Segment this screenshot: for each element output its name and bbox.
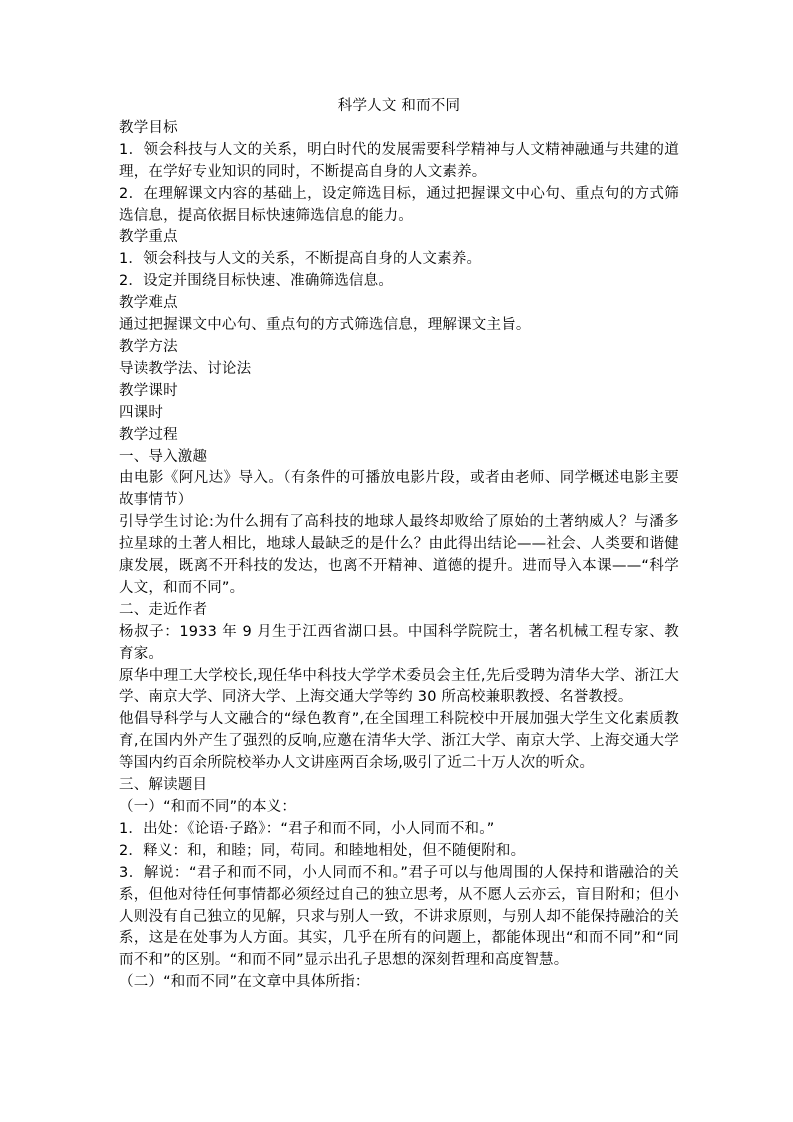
key-point-2: 2．设定并围绕目标快速、准确筛选信息。 (119, 273, 394, 290)
goal-item-2: 2．在理解课文内容的基础上，设定筛选目标，通过把握课文中心句、重点句的方式筛选信息，提高依据目标快速筛选信息的能力。 (119, 185, 679, 224)
section-heading-goals: 教学目标 (119, 119, 178, 136)
section-heading-methods: 教学方法 (119, 338, 178, 355)
document-title: 科学人文 和而不同 (337, 98, 461, 114)
subsection-original-meaning: （一）“和而不同”的本义： (119, 799, 297, 815)
section-heading-key-points: 教学重点 (119, 229, 178, 246)
document-page (119, 96, 679, 994)
difficulty-text: 通过把握课文中心句、重点句的方式筛选信息，理解课文主旨。 (119, 317, 531, 334)
intro-paragraph: 由电影《阿凡达》导入。（有条件的可播放电影片段，或者由老师、同学概述电影主要故事情节） (119, 470, 679, 509)
methods-text: 导读教学法、讨论法 (119, 360, 252, 377)
section-heading-periods: 教学课时 (119, 382, 178, 399)
goal-item-1: 1．领会科技与人文的关系，明白时代的发展需要科学精神与人文精神融通与共建的道理，在学好专业知识的同时，不断提高自身的人文素养。 (119, 141, 679, 180)
meaning-source: 1．出处：《论语·子路》：“君子和而不同，小人同而不和。” (119, 820, 495, 837)
meaning-explanation: 3．解说：“君子和而不同，小人同而不和。”君子可以与他周围的人保持和谐融洽的关系，但他对待任何事情都必须经过自己的独立思考，从不愿人云亦云，盲目附和；但小人则没有自己独立的见解，只求与别人一致，不讲求原则，与别人却不能保持融洽的关系，这是在处事为人方面。其实，几乎在所有的问题上，都能体现出“和而不同”和“同而不和”的区别。“和而不同”显示出孔子思想的深刻哲理和高度智慧。 (119, 864, 679, 969)
section-heading-process: 教学过程 (119, 426, 178, 443)
author-paragraph-1: 杨叔子：1933 年 9 月生于江西省湖口县。中国科学院院士，著名机械工程专家、教育家。 (119, 623, 679, 662)
author-paragraph-2: 原华中理工大学校长,现任华中科技大学学术委员会主任,先后受聘为清华大学、浙江大学、南京大学、同济大学、上海交通大学等约 30 所高校兼职教授、名誉教授。 (119, 667, 679, 706)
author-paragraph-3: 他倡导科学与人文融合的“绿色教育”,在全国理工科院校中开展加强大学生文化素质教育,在国内外产生了强烈的反响,应邀在清华大学、浙江大学、南京大学、上海交通大学等国内约百余所院校举办人文讲座两百余场,吸引了近二十万人次的听众。 (119, 711, 679, 772)
periods-text: 四课时 (119, 404, 164, 421)
subheading-author: 二、走近作者 (119, 601, 208, 618)
subsection-in-text: （二）“和而不同”在文章中具体所指： (119, 974, 370, 991)
discussion-paragraph: 引导学生讨论:为什么拥有了高科技的地球人最终却败给了原始的土著纳威人？与潘多拉星球的土著人相比，地球人最缺乏的是什么？由此得出结论——社会、人类要和谐健康发展，既离不开科技的发达，也离不开精神、道德的提升。进而导入本课——“科学人文，和而不同”。 (119, 514, 679, 596)
key-point-1: 1．领会科技与人文的关系，不断提高自身的人文素养。 (119, 251, 482, 268)
meaning-definition: 2．释义：和，和睦；同，苟同。和睦地相处，但不随便附和。 (119, 842, 526, 859)
subheading-title-reading: 三、解读题目 (119, 777, 208, 794)
section-heading-difficulties: 教学难点 (119, 295, 178, 312)
subheading-intro: 一、导入激趣 (119, 448, 208, 465)
